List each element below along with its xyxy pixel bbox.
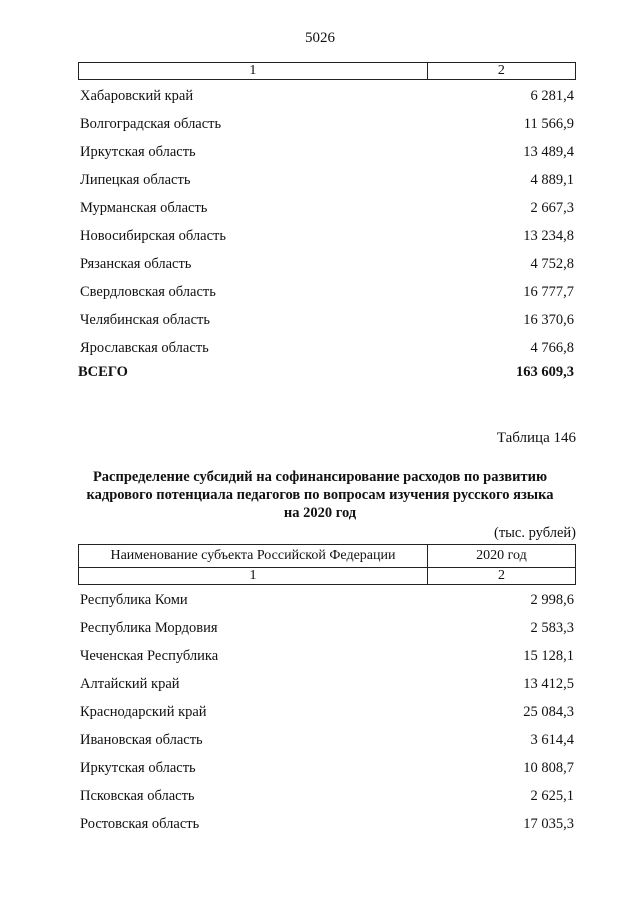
subsidy-value: 2 625,1 <box>530 788 574 804</box>
region-name: Республика Мордовия <box>80 620 218 636</box>
subsidy-value: 3 614,4 <box>530 732 574 748</box>
table-row <box>80 170 574 190</box>
table-row <box>80 198 574 218</box>
subsidy-value: 2 667,3 <box>530 200 574 216</box>
region-name: Чеченская Республика <box>80 648 219 664</box>
table-title-line: Распределение субсидий на софинансирование расходов по развитию <box>92 469 548 485</box>
table-row <box>80 674 574 694</box>
table-row <box>80 730 574 750</box>
region-name: Псковская область <box>80 788 195 804</box>
column-header-year: 2020 год <box>427 545 575 568</box>
table-label: Таблица 146 <box>496 430 576 446</box>
table-title-line: на 2020 год <box>283 505 357 521</box>
region-name: Новосибирская область <box>80 228 226 244</box>
region-name: Челябинская область <box>80 312 210 328</box>
region-name: Иркутская область <box>80 760 196 776</box>
subsidy-value: 17 035,3 <box>523 816 574 832</box>
region-name: Липецкая область <box>80 172 191 188</box>
subsidy-value: 4 752,8 <box>530 256 574 272</box>
table-row <box>80 86 574 106</box>
first-table-header <box>78 62 576 80</box>
region-name: Свердловская область <box>80 284 216 300</box>
table-row <box>80 282 574 302</box>
subsidy-value: 13 412,5 <box>523 676 574 692</box>
subsidy-value: 10 808,7 <box>523 760 574 776</box>
table-row <box>80 310 574 330</box>
region-name: Волгоградская область <box>80 116 222 132</box>
region-name: Ивановская область <box>80 732 203 748</box>
subsidy-value: 11 566,9 <box>523 116 574 132</box>
subsidy-value: 16 370,6 <box>523 312 574 328</box>
first-table-col1-number: 1 <box>79 63 428 80</box>
region-name: Рязанская область <box>80 256 192 272</box>
subsidy-value: 13 489,4 <box>523 144 574 160</box>
table-title-line: кадрового потенциала педагогов по вопросам изучения русского языка <box>86 487 554 503</box>
subsidy-value: 2 583,3 <box>530 620 574 636</box>
region-name: Хабаровский край <box>80 88 194 104</box>
region-name: Иркутская область <box>80 144 196 160</box>
table-row <box>80 702 574 722</box>
subsidy-value: 4 766,8 <box>530 340 574 356</box>
total-label: ВСЕГО <box>78 364 128 380</box>
subsidy-value: 16 777,7 <box>523 284 574 300</box>
subsidy-value: 6 281,4 <box>530 88 574 104</box>
total-row <box>78 362 574 382</box>
column-header-subject: Наименование субъекта Российской Федерации <box>79 545 428 568</box>
subsidy-value: 4 889,1 <box>530 172 574 188</box>
units-label: (тыс. рублей) <box>494 525 576 541</box>
table-row <box>80 226 574 246</box>
region-name: Республика Коми <box>80 592 188 608</box>
total-value: 163 609,3 <box>516 364 574 380</box>
subsidy-value: 2 998,6 <box>530 592 574 608</box>
second-table-header <box>78 544 576 585</box>
table-row <box>80 114 574 134</box>
table-row <box>80 590 574 610</box>
page-number: 5026 <box>305 30 335 46</box>
region-name: Ярославская область <box>80 340 209 356</box>
table-row <box>80 618 574 638</box>
region-name: Ростовская область <box>80 816 200 832</box>
region-name: Краснодарский край <box>80 704 207 720</box>
table-row <box>80 786 574 806</box>
subsidy-value: 15 128,1 <box>523 648 574 664</box>
second-table-col1-number: 1 <box>79 568 428 585</box>
subsidy-value: 13 234,8 <box>523 228 574 244</box>
table-row <box>80 814 574 834</box>
first-table-col2-number: 2 <box>427 63 575 80</box>
region-name: Алтайский край <box>80 676 180 692</box>
table-row <box>80 758 574 778</box>
table-row <box>80 254 574 274</box>
table-title <box>70 468 570 522</box>
second-table-col2-number: 2 <box>427 568 575 585</box>
table-row <box>80 646 574 666</box>
table-row <box>80 338 574 358</box>
subsidy-value: 25 084,3 <box>523 704 574 720</box>
table-row <box>80 142 574 162</box>
region-name: Мурманская область <box>80 200 208 216</box>
